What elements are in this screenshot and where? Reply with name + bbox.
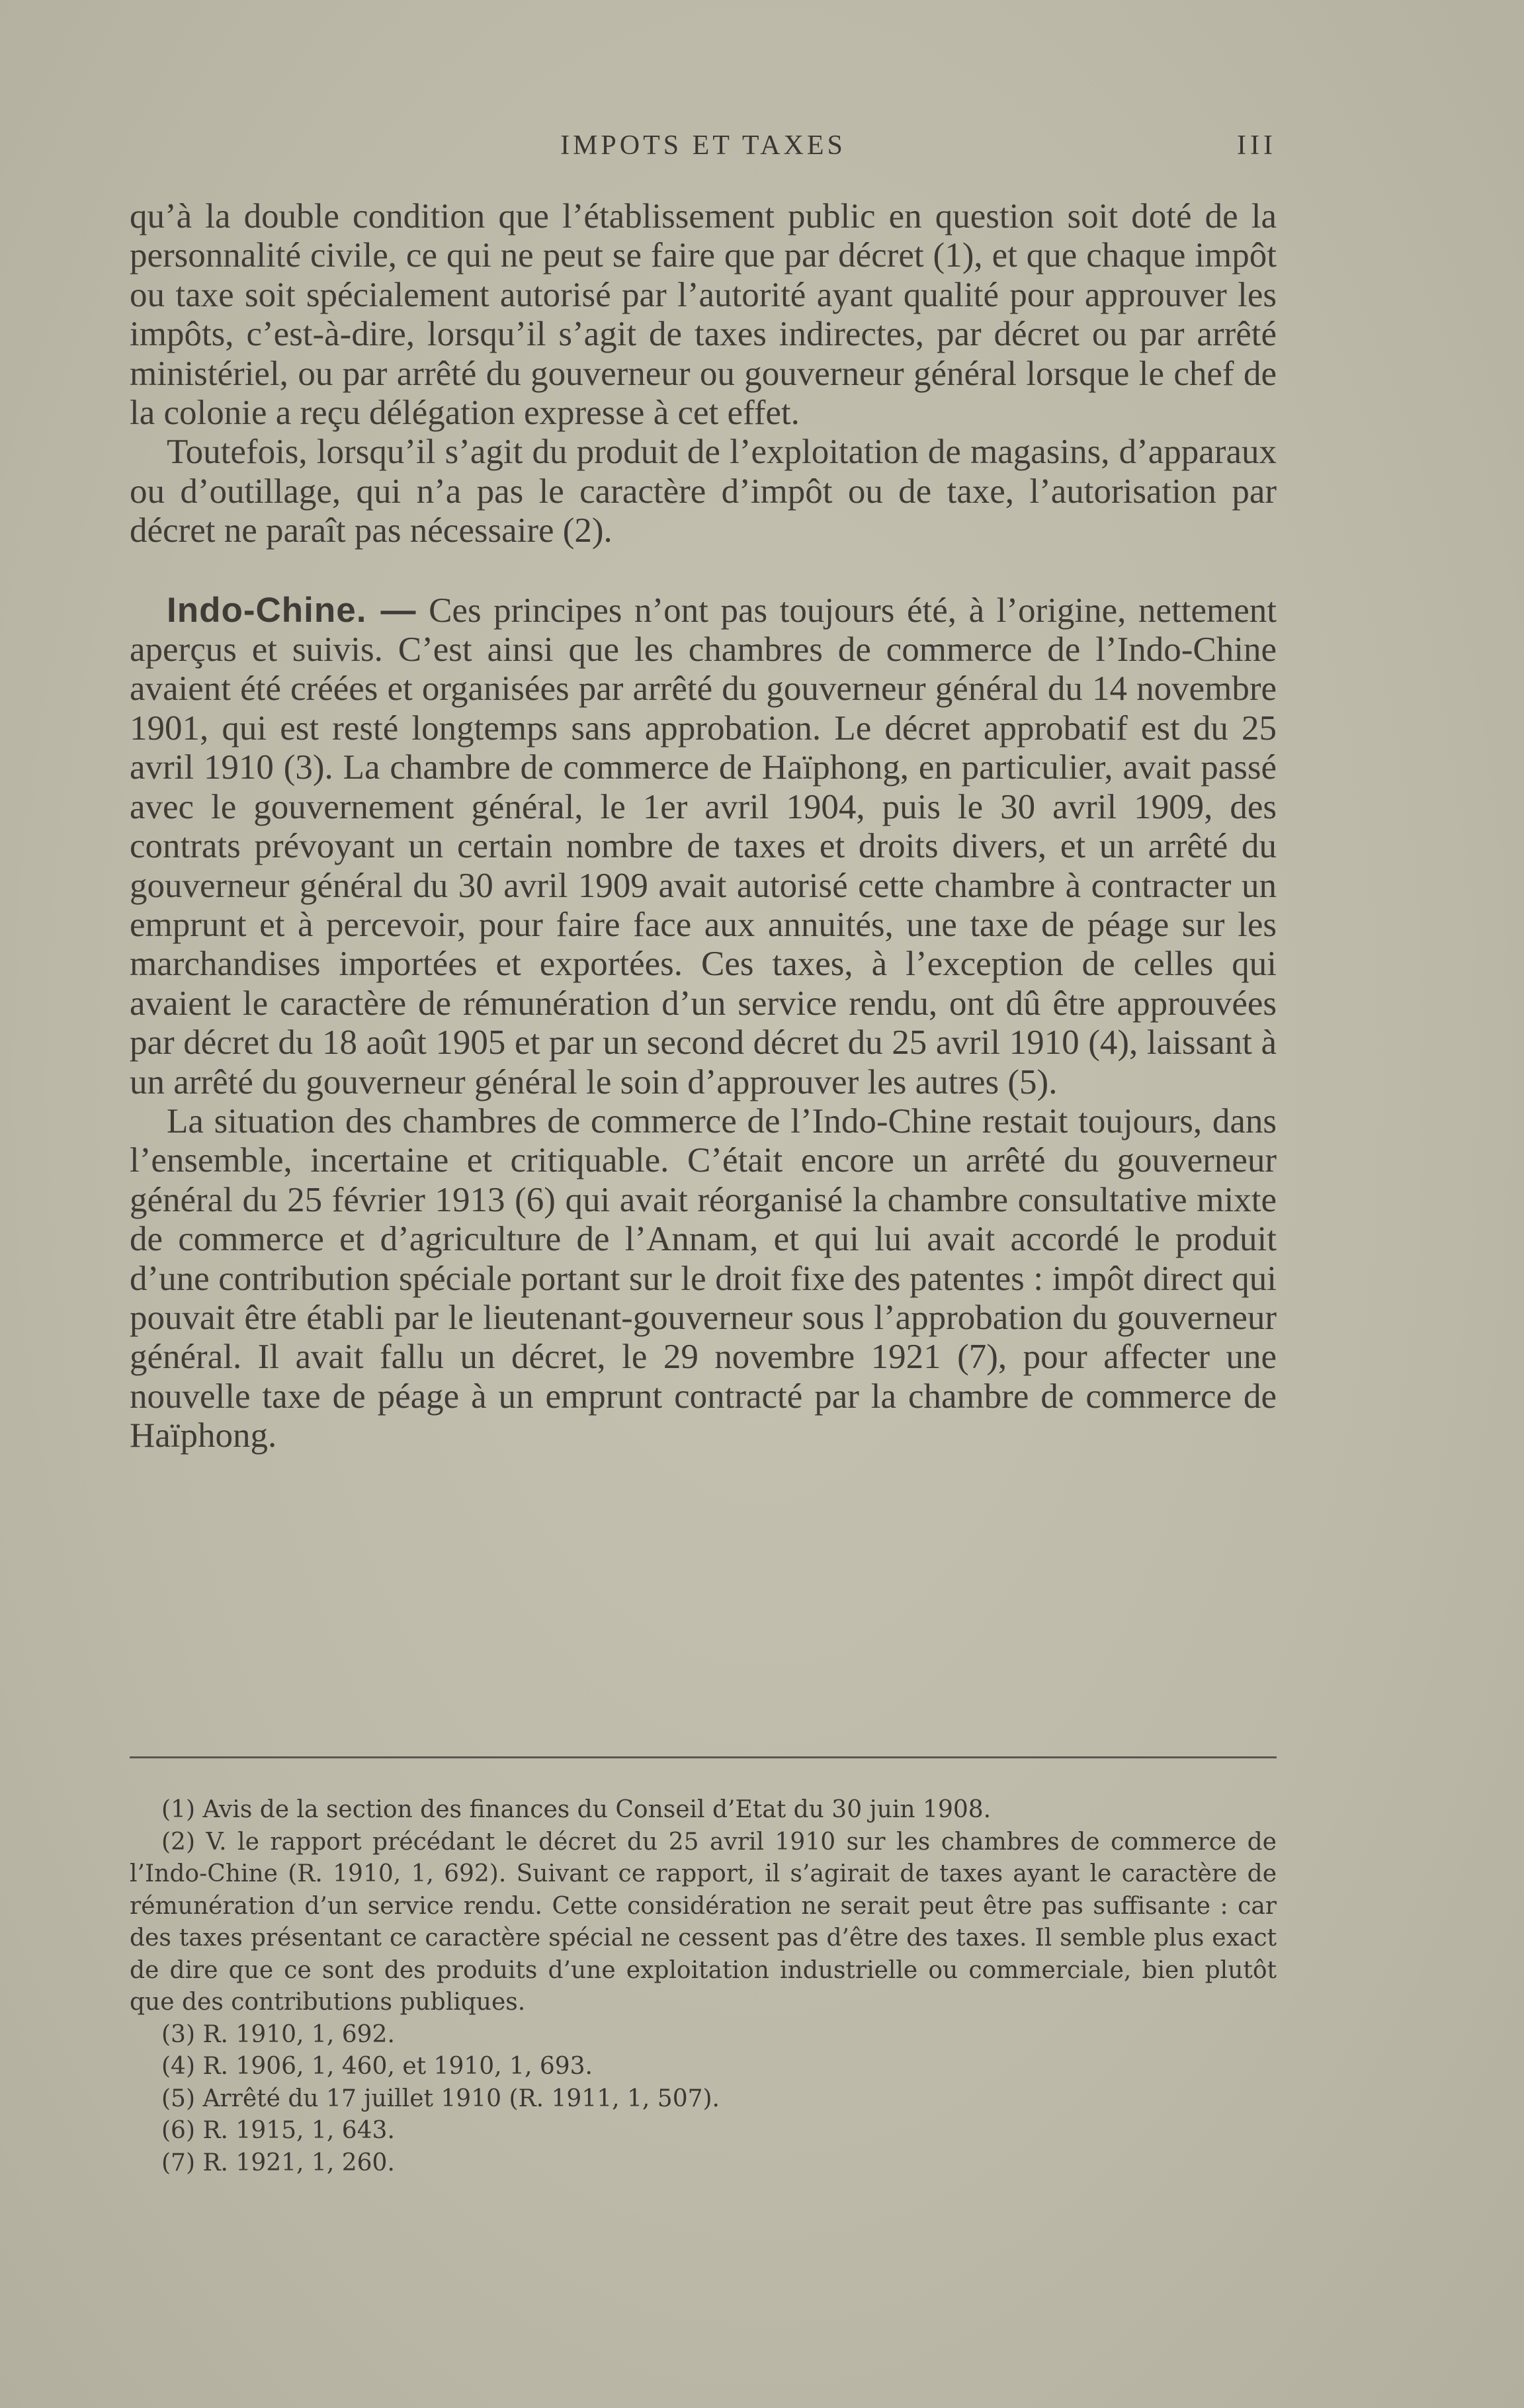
footnote-divider [130, 1756, 1277, 1758]
paragraph-4: La situation des chambres de commerce de l’Indo-Chine restait toujours, dans l’ensemble, incertaine et critiquable. C’était encore un arrêté du gouverneur général du 25 février 1913 (6) qui avait réorganisé la chambre consultative mixte de commerce et d’agriculture de l’Annam, et qui lui avait accordé le produit d’une contribution spéciale portant sur le droit fixe des patentes : impôt direct qui pouvait être établi par le lieutenant-gouverneur sous l’approbation du gouverneur général. Il avait fallu un décret, le 29 novembre 1921 (7), pour affecter une nouvelle taxe de péage à un emprunt contracté par la chambre de commerce de Haïphong. [130, 1101, 1277, 1455]
footnote-4: (4) R. 1906, 1, 460, et 1910, 1, 693. [161, 2053, 593, 2080]
running-title: IMPOTS ET TAXES [560, 130, 846, 161]
paragraph-3 [130, 591, 1277, 1102]
paragraph-1: qu’à la double condition que l’établissement public en question soit doté de la personnalité civile, ce qui ne peut se faire que par décret (1), et que chaque impôt ou taxe soit spécialement autorisé par l’autorité ayant qualité pour approuver les impôts, c’est-à-dire, lorsqu’il s’agit de taxes indirectes, par décret ou par arrêté ministériel, ou par arrêté du gouverneur ou gouverneur général lorsque le chef de la colonie a reçu délégation expresse à cet effet. [130, 197, 1277, 433]
paragraph-3-text: Ces principes n’ont pas toujours été, à l’origine, nettement aperçus et suivis. C’est ainsi que les chambres de commerce de l’Indo-Chine avaient été créées et organisées par arrêté du gouverneur général du 14 novembre 1901, qui est resté longtemps sans approbation. Le décret approbatif est du 25 avril 1910 (3). La chambre de commerce de Haïphong, en particulier, avait passé avec le gouvernement général, le 1er avril 1904, puis le 30 avril 1909, des contrats prévoyant un certain nombre de taxes et droits divers, et un arrêté du gouverneur général du 30 avril 1909 avait autorisé cette chambre à contracter un emprunt et à percevoir, pour faire face aux annuités, une taxe de péage sur les marchandises importées et exportées. Ces taxes, à l’exception de celles qui avaient le caractère de rémunération d’un service rendu, ont dû être approuvées par décret du 18 août 1905 et par un second décret du 25 avril 1910 (4), laissant à un arrêté du gouverneur général le soin d’approuver les autres (5). [130, 591, 1277, 1101]
page-number: III [1237, 130, 1277, 161]
footnote-7: (7) R. 1921, 1, 260. [161, 2149, 395, 2176]
paragraph-2: Toutefois, lorsqu’il s’agit du produit de l’exploitation de magasins, d’apparaux ou d’outillage, qui n’a pas le caractère d’impôt ou de taxe, l’autorisation par décret ne paraît pas nécessaire (2). [130, 433, 1277, 550]
footnotes [130, 1794, 1277, 2179]
section-lead: Indo-Chine. — [167, 590, 417, 630]
footnote-5: (5) Arrêté du 17 juillet 1910 (R. 1911, 1, 507). [161, 2085, 720, 2112]
footnote-6: (6) R. 1915, 1, 643. [161, 2117, 395, 2144]
footnote-2: (2) V. le rapport précédant le décret du 25 avril 1910 sur les chambres de commerce de l’Indo-Chine (R. 1910, 1, 692). Suivant ce rapport, il s’agirait de taxes ayant le caractère de rémunération d’un service rendu. Cette considération ne serait peut être pas suffisante : car des taxes présentant ce caractère spécial ne cessent pas d’être des taxes. Il semble plus exact de dire que ce sont des produits d’une exploitation industrielle ou commerciale, bien plutôt que des contributions publiques. [130, 1828, 1277, 2016]
page-header [130, 130, 1277, 167]
footnote-3: (3) R. 1910, 1, 692. [161, 2020, 395, 2048]
footnote-1: (1) Avis de la section des finances du Conseil d’Etat du 30 juin 1908. [161, 1796, 992, 1823]
body-text [130, 197, 1277, 1456]
